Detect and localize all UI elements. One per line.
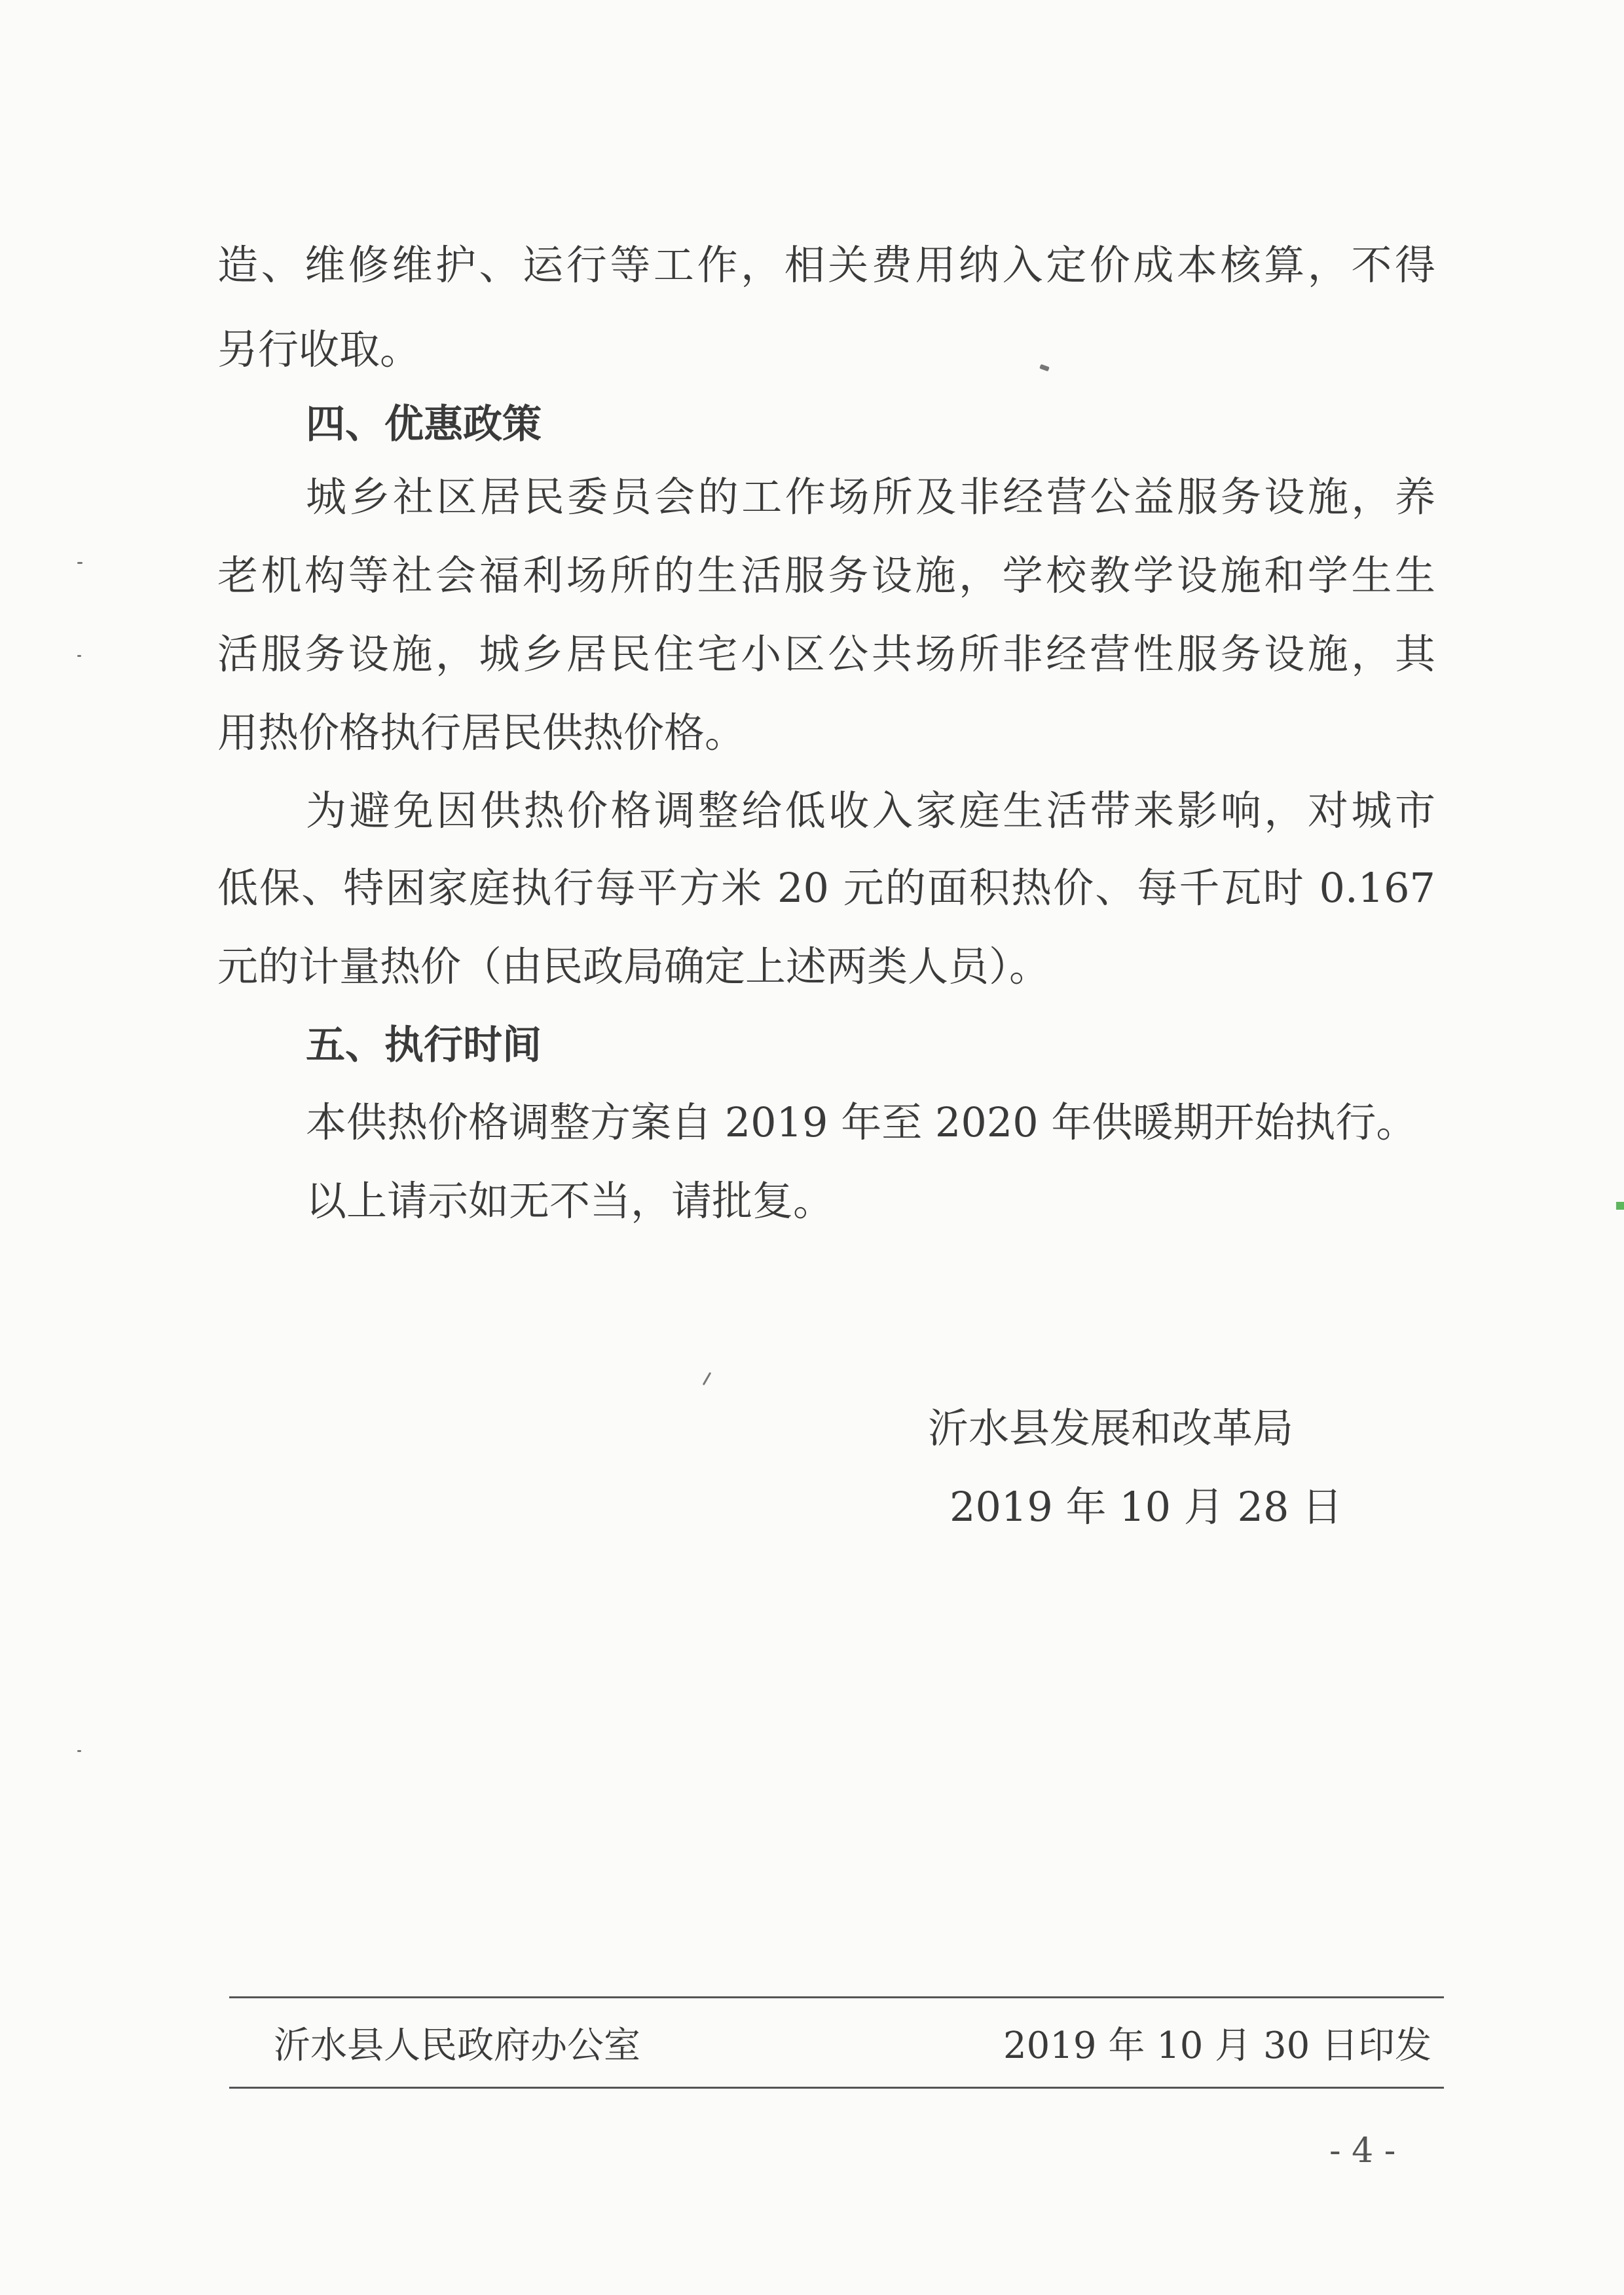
body-line-5: 活服务设施，城乡居民住宅小区公共场所非经营性服务设施，其 bbox=[217, 630, 1435, 678]
body-line-2: 另行收取。 bbox=[217, 326, 421, 373]
body-line-4: 老机构等社会福利场所的生活服务设施，学校教学设施和学生生 bbox=[217, 551, 1435, 599]
issue-date: 2019 年 10 月 28 日 bbox=[950, 1483, 1343, 1531]
section-heading-preferential-policy: 四、优惠政策 bbox=[306, 401, 542, 447]
scan-speck bbox=[703, 1372, 712, 1386]
scan-speck bbox=[77, 1750, 81, 1752]
section-heading-execution-time: 五、执行时间 bbox=[306, 1022, 542, 1068]
footer-top-rule bbox=[229, 1996, 1444, 1998]
scan-edge-mark bbox=[1616, 1202, 1624, 1210]
body-line-6: 用热价格执行居民供热价格。 bbox=[217, 709, 746, 756]
body-line-1: 造、维修维护、运行等工作，相关费用纳入定价成本核算，不得 bbox=[217, 241, 1435, 289]
body-line-9: 元的计量热价（由民政局确定上述两类人员）。 bbox=[217, 942, 1050, 990]
page-number: - 4 - bbox=[1329, 2131, 1396, 2171]
scan-speck bbox=[77, 562, 83, 564]
footer-bottom-rule bbox=[229, 2087, 1444, 2089]
footer-print-date: 2019 年 10 月 30 日印发 bbox=[1003, 2024, 1432, 2067]
body-line-7: 为避免因供热价格调整给低收入家庭生活带来影响，对城市 bbox=[306, 787, 1435, 834]
body-line-8: 低保、特困家庭执行每平方米 20 元的面积热价、每千瓦时 0.167 bbox=[217, 864, 1435, 912]
scan-speck bbox=[77, 655, 81, 657]
body-line-11: 以上请示如无不当，请批复。 bbox=[306, 1177, 834, 1225]
body-line-3: 城乡社区居民委员会的工作场所及非经营公益服务设施，养 bbox=[306, 473, 1435, 521]
footer-office: 沂水县人民政府办公室 bbox=[274, 2024, 640, 2067]
issuer-name: 沂水县发展和改革局 bbox=[928, 1404, 1294, 1452]
body-line-10: 本供热价格调整方案自 2019 年至 2020 年供暖期开始执行。 bbox=[306, 1098, 1417, 1146]
